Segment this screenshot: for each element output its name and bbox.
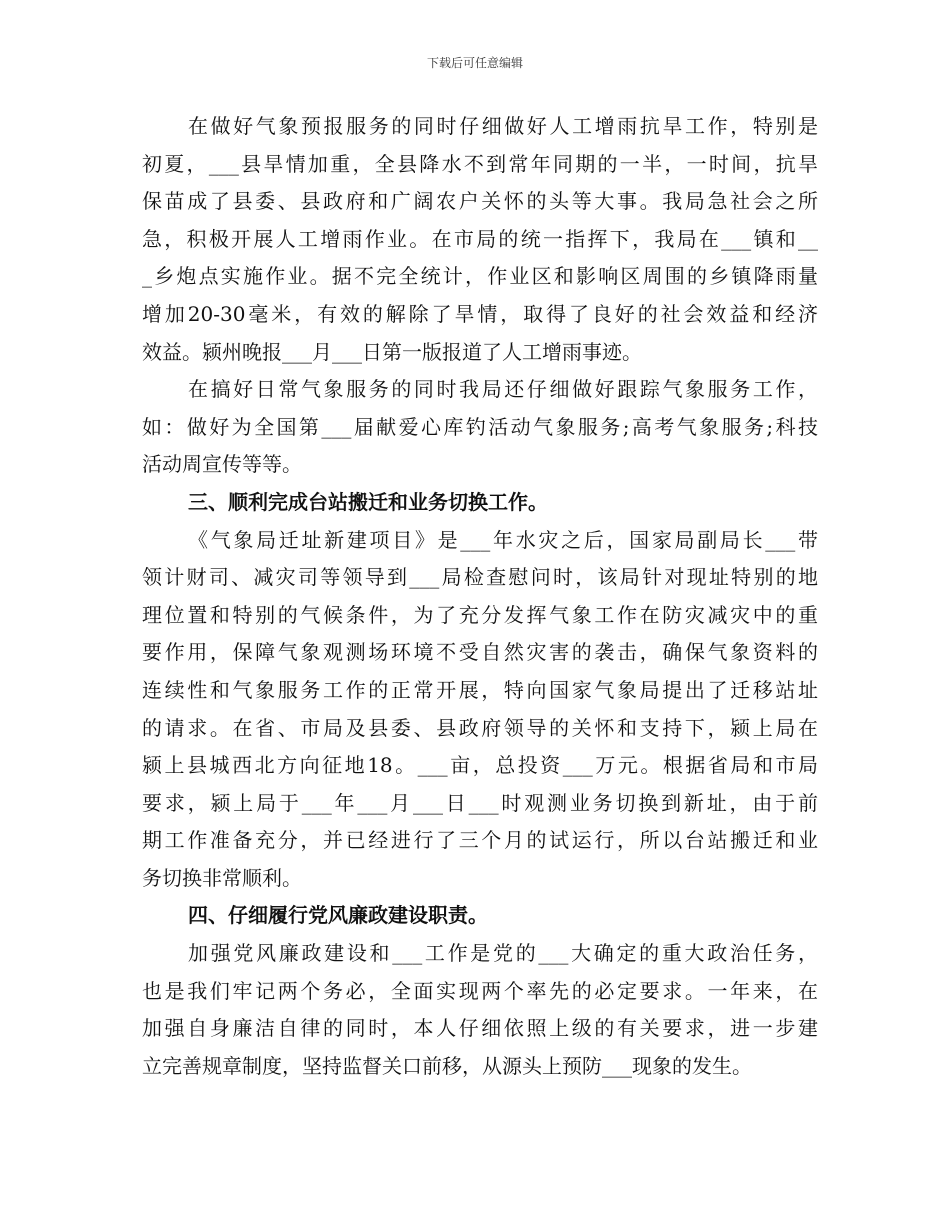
paragraph-line: 要作用，保障气象观测场环境不受自然灾害的袭击，确保气象资料的 <box>142 640 818 665</box>
document-body <box>142 108 818 1085</box>
page-header: 下载后可任意编辑 <box>426 56 523 70</box>
paragraph-line: 也是我们牢记两个务必，全面实现两个率先的必定要求。一年来，在 <box>142 978 818 1003</box>
paragraph-line: 要求，颍上局于___年___月___日___时观测业务切换到新址，由于前 <box>142 790 818 815</box>
paragraph-line: 务切换非常顺利。 <box>142 865 302 890</box>
section-heading: 三、顺利完成台站搬迁和业务切换工作。 <box>188 489 548 514</box>
paragraph-line: 连续性和气象服务工作的正常开展，特向国家气象局提出了迁移站址 <box>142 677 818 702</box>
paragraph-line: 领计财司、减灾司等领导到___局检查慰问时，该局针对现址特别的地 <box>142 565 818 590</box>
paragraph-line: 加强党风廉政建设和___工作是党的___大确定的重大政治任务， <box>188 941 818 966</box>
paragraph-line: 期工作准备充分，并已经进行了三个月的试运行，所以台站搬迁和业 <box>142 828 818 853</box>
paragraph-line: 在搞好日常气象服务的同时我局还仔细做好跟踪气象服务工作， <box>188 377 818 402</box>
paragraph-line: 初夏，___县旱情加重，全县降水不到常年同期的一半，一时间，抗旱 <box>142 151 818 176</box>
section-heading: 四、仔细履行党风廉政建设职责。 <box>188 903 488 928</box>
paragraph-line: 效益。颍州晚报___月___日第一版报道了人工增雨事迹。 <box>142 339 642 364</box>
paragraph-line: 活动周宣传等等。 <box>142 452 302 477</box>
paragraph-line: 急，积极开展人工增雨作业。在市局的统一指挥下，我局在___镇和__ <box>142 226 818 251</box>
paragraph-line: 立完善规章制度，坚持监督关口前移，从源头上预防___现象的发生。 <box>142 1053 752 1078</box>
paragraph-line: 的请求。在省、市局及县委、县政府领导的关怀和支持下，颍上局在 <box>142 715 818 740</box>
paragraph-line: 增加20-30毫米，有效的解除了旱情，取得了良好的社会效益和经济 <box>142 301 818 326</box>
paragraph-line: 《气象局迁址新建项目》是___年水灾之后，国家局副局长___带 <box>188 527 818 552</box>
paragraph-line: 理位置和特别的气候条件，为了充分发挥气象工作在防灾减灾中的重 <box>142 602 818 627</box>
paragraph-line: 颍上县城西北方向征地18。___亩，总投资___万元。根据省局和市局 <box>142 753 818 778</box>
paragraph-line: 在做好气象预报服务的同时仔细做好人工增雨抗旱工作，特别是 <box>188 114 818 138</box>
paragraph-line: 加强自身廉洁自律的同时，本人仔细依照上级的有关要求，进一步建 <box>142 1016 818 1041</box>
paragraph-line: 保苗成了县委、县政府和广阔农户关怀的头等大事。我局急社会之所 <box>142 189 818 214</box>
paragraph-line: _乡炮点实施作业。据不完全统计，作业区和影响区周围的乡镇降雨量 <box>142 264 818 289</box>
paragraph-line: 如：做好为全国第___届献爱心库钓活动气象服务;高考气象服务;科技 <box>142 414 818 439</box>
